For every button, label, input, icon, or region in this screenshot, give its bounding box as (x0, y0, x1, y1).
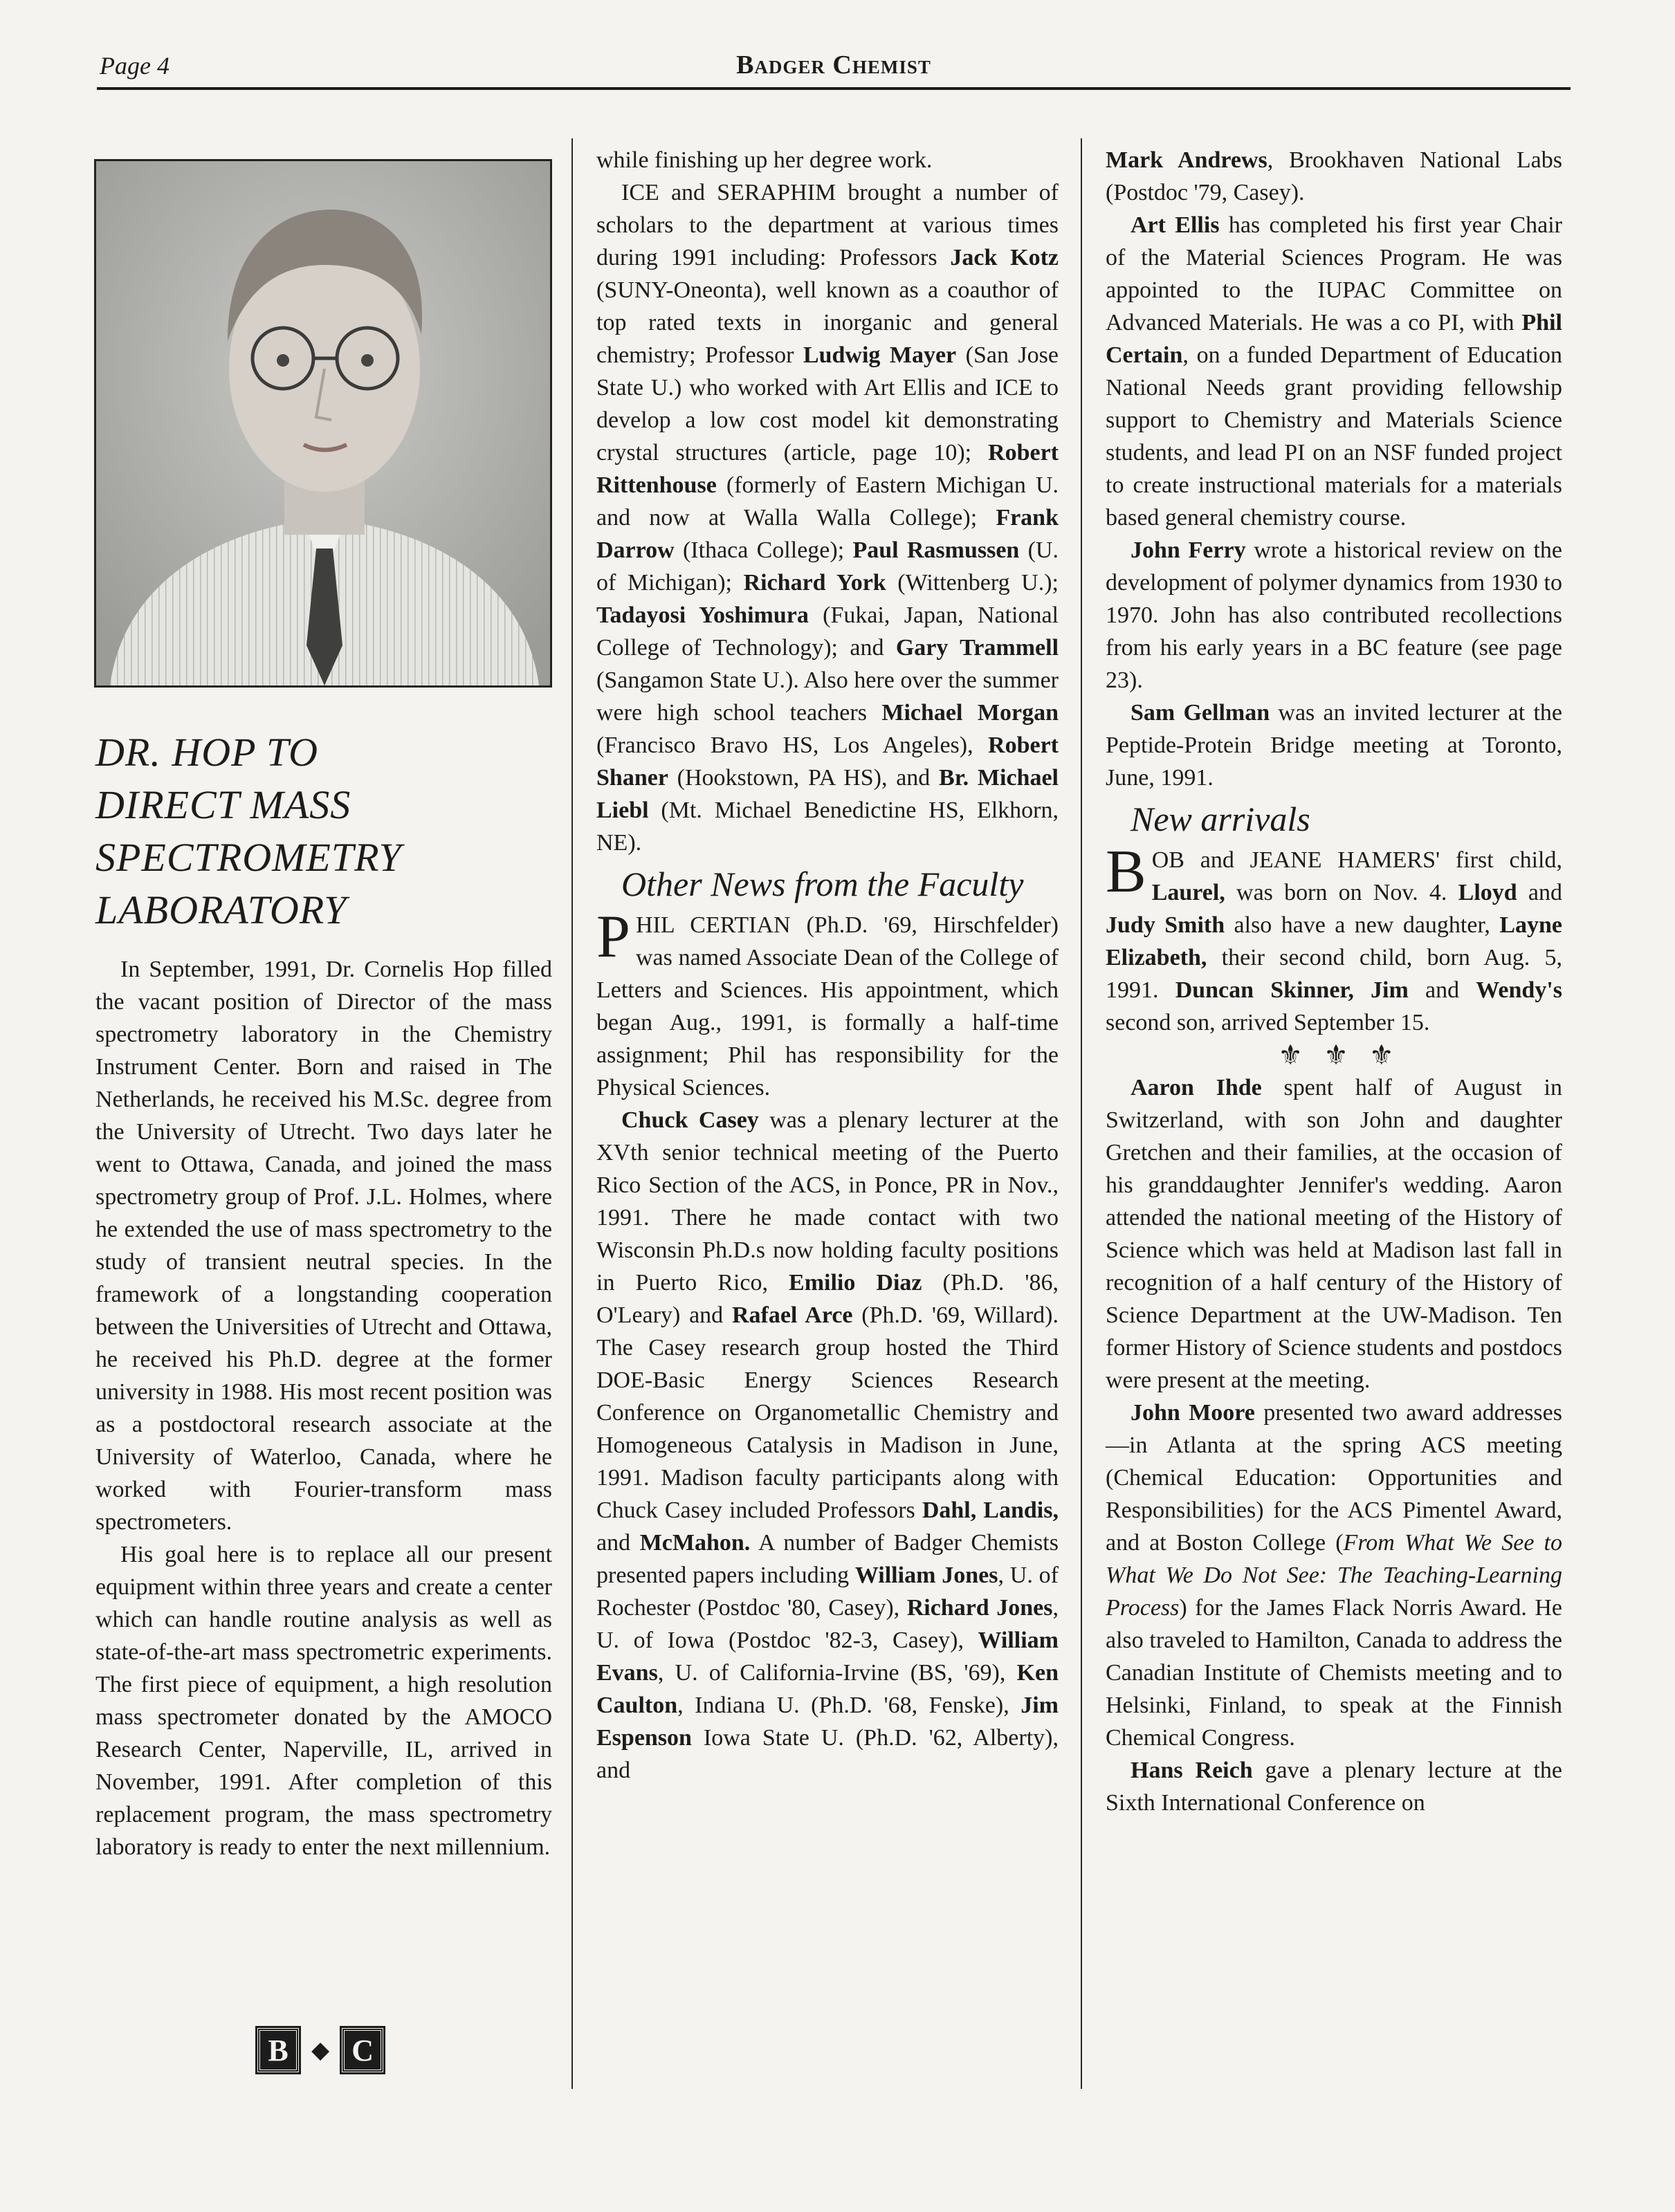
column-divider-1 (571, 138, 573, 2089)
column-2 (596, 144, 1059, 1787)
paragraph: In September, 1991, Dr. Cornelis Hop filled the vacant position of Director of the mass spectrometry laboratory in the Chemistry Instrument Center. Born and raised in The Netherlands, he received his M.Sc. degree from the University of Utrecht. Two days later he went to Ottawa, Canada, and joined the mass spectrometry group of Prof. J.L. Holmes, where he extended the use of mass spectrometry to the study of transient neutral species. In the framework of a longstanding cooperation between the Universities of Utrecht and Ottawa, he received his Ph.D. degree at the former university in 1988. His most recent position was as a postdoctoral research associate at the University of Waterloo, Canada, where he worked with Fourier-transform mass spectrometers. (95, 957, 552, 1535)
paragraph: PHIL CERTIAN (Ph.D. '69, Hirschfelder) was named Associate Dean of the College of Letters and Sciences. His appointment, which began Aug., 1991, is formally a half-time assignment; Phil has responsibility for the Physical Sciences. (596, 903, 1059, 1100)
article-headline (95, 726, 552, 937)
paragraph: ICE and SERAPHIM brought a number of scholars to the department at various times during 1991 including: Professors Jack Kotz (SUNY-Oneonta), well known as a coauthor of top rated texts in inorganic and general chemistry; Professor Ludwig Mayer (San Jose State U.) who worked with Art Ellis and ICE to develop a low cost model kit demonstrating crystal structures (article, page 10); Robert Rittenhouse (formerly of Eastern Michigan U. and now at Walla Walla College); Frank Darrow (Ithaca College); Paul Rasmussen (U. of Michigan); Richard York (Wittenberg U.); Tadayosi Yoshimura (Fukai, Japan, National College of Technology); and Gary Trammell (Sangamon State U.). Also here over the summer were high school teachers Michael Morgan (Francisco Bravo HS, Los Angeles), Robert Shaner (Hookstown, PA HS), and Br. Michael Liebl (Mt. Michael Benedictine HS, Elkhorn, NE). (596, 180, 1059, 856)
diamond-icon: ◆ (311, 2038, 330, 2063)
page-header (97, 44, 1571, 89)
headline-line: SPECTROMETRY (95, 835, 402, 880)
fleur-de-lis-separator: ⚜⚜⚜ (1278, 1040, 1415, 1071)
paragraph: while finishing up her degree work. (596, 147, 933, 173)
page-number: Page 4 (100, 52, 170, 80)
section-heading: New arrivals (1131, 800, 1310, 838)
header-rule (97, 87, 1571, 90)
paragraph: BOB and JEANE HAMERS' first child, Laurel, was born on Nov. 4. Lloyd and Judy Smith also have a new daughter, Layne Elizabeth, their second child, born Aug. 5, 1991. Duncan Skinner, Jim and Wendy's second son, arrived September 15. (1106, 838, 1563, 1035)
headline-line: DIRECT MASS (95, 782, 351, 827)
portrait-photo (94, 159, 552, 688)
headline-line: DR. HOP TO (95, 730, 319, 775)
portrait-photo-icon (96, 161, 550, 685)
publication-title: Badger Chemist (736, 50, 931, 80)
logo-letter-b: B (257, 2028, 299, 2072)
bc-logo (257, 2028, 396, 2072)
column-3 (1106, 144, 1562, 1819)
paragraph: Chuck Casey was a plenary lecturer at the XVth senior technical meeting of the Puerto Rico Section of the ACS, in Ponce, PR in Nov., 1991. There he made contact with two Wisconsin Ph.D.s now holding faculty positions in Puerto Rico, Emilio Diaz (Ph.D. '86, O'Leary) and Rafael Arce (Ph.D. '69, Willard). The Casey research group hosted the Third DOE-Basic Energy Sciences Research Conference on Organometallic Chemistry and Homogeneous Catalysis in Madison in June, 1991. Madison faculty participants along with Chuck Casey included Professors Dahl, Landis, and McMahon. A number of Badger Chemists presented papers including William Jones, U. of Rochester (Postdoc '80, Casey), Richard Jones, U. of Iowa (Postdoc '82-3, Casey), William Evans, U. of California-Irvine (BS, '69), Ken Caulton, Indiana U. (Ph.D. '68, Fenske), Jim Espenson Iowa State U. (Ph.D. '62, Alberty), and (596, 1107, 1059, 1783)
column-divider-2 (1081, 138, 1082, 2089)
paragraph: Hans Reich gave a plenary lecture at the Sixth International Conference on (1106, 1758, 1562, 1816)
column-1 (95, 953, 552, 1863)
logo-letter-c: C (342, 2028, 383, 2072)
paragraph: Mark Andrews, Brookhaven National Labs (Postdoc '79, Casey). (1106, 147, 1562, 205)
paragraph: Art Ellis has completed his first year Chair of the Material Sciences Program. He was appointed to the IUPAC Committee on Advanced Materials. He was a co PI, with Phil Certain, on a funded Department of Education National Needs grant providing fellowship support to Chemistry and Materials Science students, and lead PI on an NSF funded project to create instructional materials for a materials based general chemistry course. (1106, 212, 1563, 531)
paragraph: John Ferry wrote a historical review on the development of polymer dynamics from 1930 to 1970. John has also contributed recollections from his early years in a BC feature (see page 23). (1106, 537, 1562, 693)
drop-cap: B (1106, 838, 1146, 905)
paragraph: John Moore presented two award addresses—in Atlanta at the spring ACS meeting (Chemical Education: Opportunities and Responsibilities) for the ACS Pimentel Award, and at Boston College (From What We See to What We Do Not See: The Teaching-Learning Process) for the James Flack Norris Award. He also traveled to Hamilton, Canada to address the Canadian Institute of Chemists meeting and to Helsinki, Finland, to speak at the Finnish Chemical Congress. (1106, 1400, 1563, 1751)
drop-cap: P (596, 903, 630, 970)
headline-line: LABORATORY (95, 887, 347, 932)
paragraph: Sam Gellman was an invited lecturer at the Peptide-Protein Bridge meeting at Toronto, June, 1991. (1106, 700, 1562, 791)
paragraph: His goal here is to replace all our present equipment within three years and create a center which can handle routine analysis as well as state-of-the-art mass spectrometric experiments. The first piece of equipment, a high resolution mass spectrometer donated by the AMOCO Research Center, Naperville, IL, arrived in November, 1991. After completion of this replacement program, the mass spectrometry laboratory is ready to enter the next millennium. (95, 1542, 552, 1860)
section-heading: Other News from the Faculty (621, 865, 1024, 903)
paragraph: Aaron Ihde spent half of August in Switzerland, with son John and daughter Gretchen and their families, at the occasion of his granddaughter Jennifer's wedding. Aaron attended the national meeting of the History of Science which was held at Madison last fall in recognition of a half century of the History of Science Department at the UW-Madison. Ten former History of Science students and postdocs were present at the meeting. (1106, 1075, 1562, 1393)
